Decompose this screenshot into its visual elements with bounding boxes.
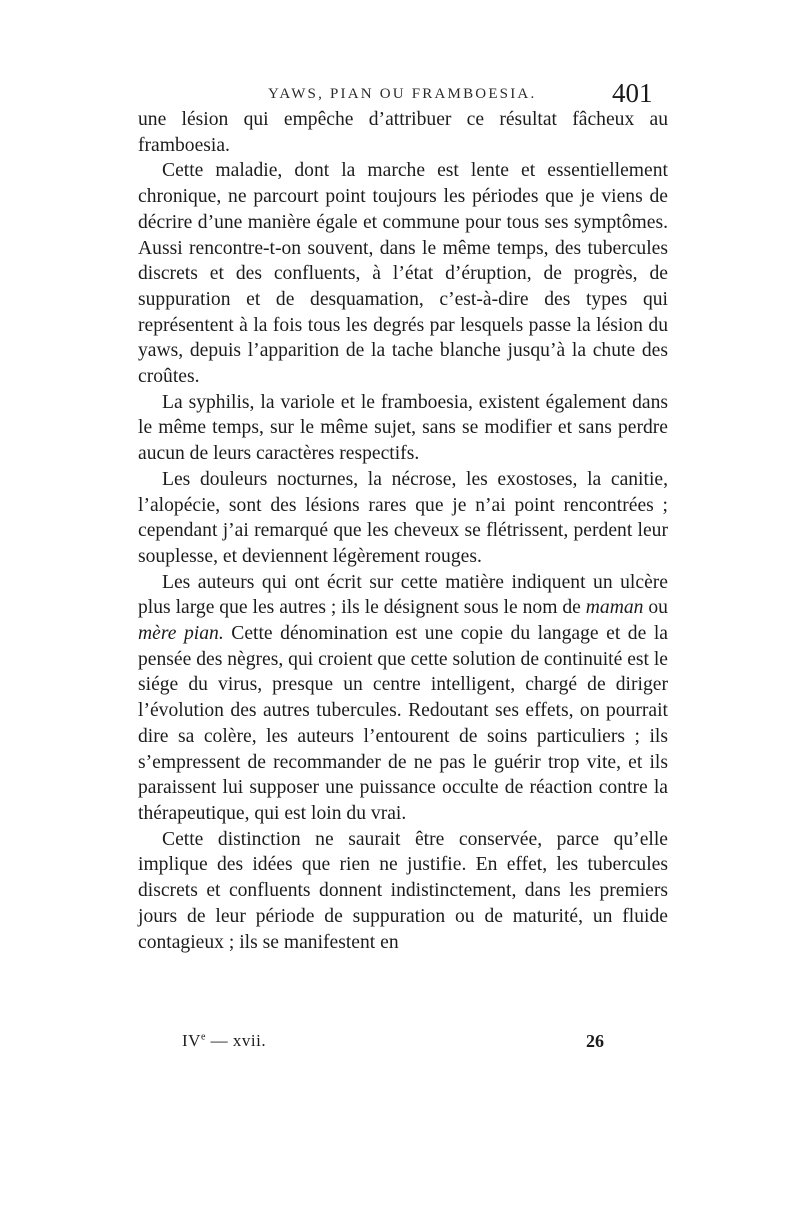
text-run: Cette distinction ne saurait être conservée, parce qu’elle implique des idées que rien ne justifie. En effet, les tubercules discrets et confluents donnent indistinctement, dans les premiers jours de leur période de suppuration ou de maturité, un fluide contagieux ; ils se manifestent en [138,828,668,953]
text-run: ou [643,597,668,619]
italic-term: mère pian. [138,623,224,645]
text-run: Cette dénomination est une copie du langage et de la pensée des nègres, qui croient que cette solution de continuité est le siége du virus, presque un centre intelligent, chargé de diriger l’évolution des autres tubercules. Redoutant ses effets, on pourrait dire sa colère, les auteurs l’entourent de soins particuliers ; ils s’empressent de recommander de ne pas le guérir trop vite, et ils paraissent lui supposer une puissance occulte de réaction contre la thérapeutique, qui est loin du vrai. [138,623,668,824]
paragraph [138,570,668,827]
text-run: Les auteurs qui ont écrit sur cette matière indiquent un ulcère plus large que les autres ; ils le désignent sous le nom de [138,571,668,619]
text-run: La syphilis, la variole et le framboesia, existent également dans le même temps, sur le même sujet, sans se modifier et sans perdre aucun de leurs caractères respectifs. [138,391,668,465]
paragraph [138,390,668,467]
printer-signature [182,1031,266,1051]
paragraph [138,467,668,570]
body-text [138,107,668,955]
text-run: Les douleurs nocturnes, la nécrose, les exostoses, la canitie, l’alopécie, sont des lésions rares que je n’ai point rencontrées ; cependant j’ai remarqué que les cheveux se flétrissent, perdent leur souplesse, et deviennent légèrement rouges. [138,468,668,567]
italic-term: maman [585,597,644,619]
sheet-number: 26 [586,1031,604,1051]
signature-rest: — xvii. [205,1031,267,1050]
paragraph [138,827,668,956]
text-run: une lésion qui empêche d’attribuer ce résultat fâcheux au framboesia. [138,109,668,156]
paragraph [138,107,668,158]
signature-volume: IV [182,1031,201,1050]
paragraph [138,158,668,389]
page-number: 401 [612,78,653,108]
running-head: YAWS, PIAN OU FRAMBOESIA. [268,86,537,102]
text-run: Cette maladie, dont la marche est lente et essentiellement chronique, ne parcourt point toujours les périodes que je viens de décrire d’une manière égale et commune pour tous ses symptômes. Aussi rencontre-t-on souvent, dans le même temps, des tubercules discrets et des confluents, à l’état d’éruption, de progrès, de suppuration et de desquamation, c’est-à-dire des types qui représentent à la fois tous les degrés par lesquels passe la lésion du yaws, depuis l’apparition de la tache blanche jusqu’à la chute des croûtes. [138,160,668,388]
signature-superscript: e [200,1031,206,1043]
